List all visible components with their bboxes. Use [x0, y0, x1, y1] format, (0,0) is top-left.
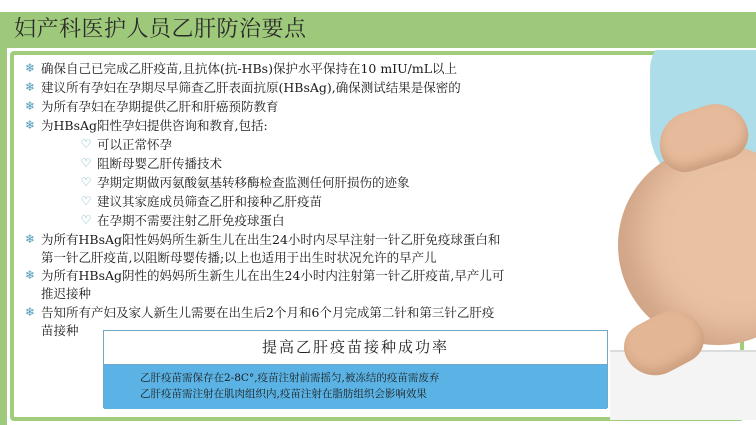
- list-item-continuation: 第一针乙肝疫苗,以阻断母婴传播;以上也适用于出生时状况允许的早产儿: [41, 250, 437, 265]
- sub-list-item-text: 可以正常怀孕: [97, 137, 173, 152]
- sub-list-item: [78, 136, 172, 153]
- list-item: [22, 304, 494, 321]
- list-item: [22, 267, 504, 284]
- sub-list-item-text: 阻断母婴乙肝传播技术: [97, 156, 223, 171]
- sub-list-item: [78, 212, 285, 229]
- sub-list-item: [78, 193, 322, 210]
- top-strip: [0, 0, 756, 9]
- heart-icon: ♡: [80, 213, 92, 227]
- vaccination-tips-box: [103, 330, 608, 408]
- list-item: [22, 117, 268, 134]
- heart-icon: ♡: [80, 137, 92, 151]
- box-line: 乙肝疫苗需保存在2-8C°,疫苗注射前需摇匀,被冻结的疫苗需废弃: [140, 372, 440, 384]
- snowflake-icon: ❄: [24, 80, 36, 94]
- sub-list-item-text: 孕期定期做丙氨酸氨基转移酶检查监测任何肝损伤的迹象: [97, 175, 410, 190]
- pregnant-belly-illustration: [610, 50, 756, 420]
- list-item-text: 告知所有产妇及家人新生儿需要在出生后2个月和6个月完成第二针和第三针乙肝疫: [41, 305, 495, 320]
- heart-icon: ♡: [80, 175, 92, 189]
- box-line: 乙肝疫苗需注射在肌肉组织内,疫苗注射在脂肪组织会影响效果: [140, 388, 427, 400]
- heart-icon: ♡: [80, 194, 92, 208]
- page-title: 妇产科医护人员乙肝防治要点: [14, 17, 307, 42]
- snowflake-icon: ❄: [24, 61, 36, 75]
- heart-icon: ♡: [80, 156, 92, 170]
- list-item: [22, 231, 500, 248]
- title-bar: [0, 12, 756, 48]
- list-item-text: 为所有HBsAg阴性的妈妈所生新生儿在出生24小时内注射第一针乙肝疫苗,早产儿可: [41, 268, 505, 283]
- box-body: [104, 365, 607, 409]
- list-item-text: 为所有孕妇在孕期提供乙肝和肝癌预防教育: [41, 99, 279, 114]
- list-item: [22, 60, 457, 77]
- left-accent-bar: [0, 48, 7, 425]
- snowflake-icon: ❄: [24, 99, 36, 113]
- sub-list-item-text: 在孕期不需要注射乙肝免疫球蛋白: [97, 213, 285, 228]
- sub-list-item-text: 建议其家庭成员筛查乙肝和接种乙肝疫苗: [97, 194, 323, 209]
- snowflake-icon: ❄: [24, 232, 36, 246]
- sub-list-item: [78, 174, 410, 191]
- snowflake-icon: ❄: [24, 118, 36, 132]
- sub-list-item: [78, 155, 222, 172]
- list-item-continuation: 推迟接种: [41, 286, 92, 301]
- box-title: 提高乙肝疫苗接种成功率: [104, 331, 607, 365]
- snowflake-icon: ❄: [24, 305, 36, 319]
- snowflake-icon: ❄: [24, 268, 36, 282]
- list-item-text: 建议所有孕妇在孕期尽早筛查乙肝表面抗原(HBsAg),确保测试结果是保密的: [41, 80, 461, 95]
- list-item: [22, 79, 461, 96]
- list-item-continuation: 苗接种: [41, 323, 79, 338]
- list-item-text: 为所有HBsAg阳性妈妈所生新生儿在出生24小时内尽早注射一针乙肝免疫球蛋白和: [41, 232, 501, 247]
- list-item: [22, 98, 279, 115]
- list-item-text: 为HBsAg阳性孕妇提供咨询和教育,包括:: [41, 118, 268, 133]
- list-item-text: 确保自己已完成乙肝疫苗,且抗体(抗-HBs)保护水平保持在10 mIU/mL以上: [41, 61, 458, 76]
